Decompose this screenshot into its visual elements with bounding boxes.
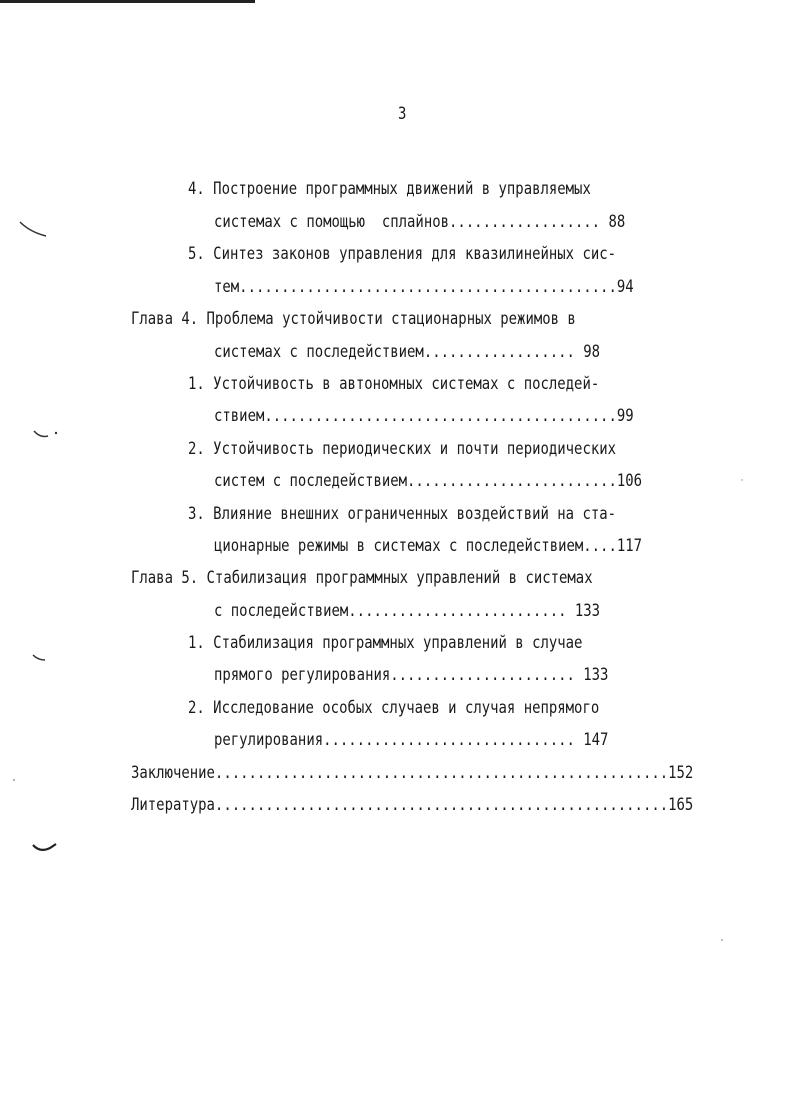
margin-speck (721, 939, 723, 941)
toc-entry-ch5-line2: с последействием.......................... 133 (214, 601, 601, 621)
toc-entry-ch4-s2-line2: систем с последействием.........................106 (214, 471, 643, 491)
toc-entry-ch4-s1-line1: 1. Устойчивость в автономных системах с последей- (188, 374, 600, 394)
toc-entry-ch5-line1: Глава 5. Стабилизация программных управлений в системах (131, 568, 593, 588)
toc-entry-conclusion: Заключение......................................................152 (131, 763, 694, 783)
toc-entry-ch4-s1-line2: ствием..........................................99 (214, 406, 634, 426)
toc-entry-s5-line1: 5. Синтез законов управления для квазилинейных сис- (188, 244, 617, 264)
toc-entry-ch4-line1: Глава 4. Проблема устойчивости стационарных режимов в (131, 309, 576, 329)
toc-entry-ch4-line2: системах с последействием.................. 98 (214, 342, 601, 362)
toc-entry-ch4-s3-line2: ционарные режимы в системах с последействием....117 (214, 536, 643, 556)
page-number: 3 (398, 104, 407, 124)
toc-entry-ch5-s2-line2: регулирования.............................. 147 (214, 730, 609, 750)
toc-entry-s5-line2: тем.............................................94 (214, 277, 634, 297)
toc-entry-ch5-s1-line1: 1. Стабилизация программных управлений в случае (188, 633, 583, 653)
toc-entry-ch4-s2-line1: 2. Устойчивость периодических и почти периодических (188, 439, 617, 459)
toc-entry-ch5-s2-line1: 2. Исследование особых случаев и случая непрямого (188, 698, 600, 718)
margin-speck (741, 479, 742, 480)
toc-entry-ch5-s1-line2: прямого регулирования...................... 133 (214, 665, 609, 685)
margin-mark (33, 655, 45, 660)
toc-entry-s4-line2: системах с помощью сплайнов.................. 88 (214, 212, 626, 232)
toc-entry-s4-line1: 4. Построение программных движений в управляемых (188, 179, 591, 199)
toc-entry-literature: Литература......................................................165 (131, 795, 694, 815)
margin-mark (34, 431, 48, 436)
margin-mark (33, 844, 56, 850)
margin-speck (55, 432, 57, 434)
margin-mark (20, 222, 46, 236)
toc-entry-ch4-s3-line1: 3. Влияние внешних ограниченных воздействий на ста- (188, 504, 617, 524)
margin-speck (13, 779, 15, 781)
